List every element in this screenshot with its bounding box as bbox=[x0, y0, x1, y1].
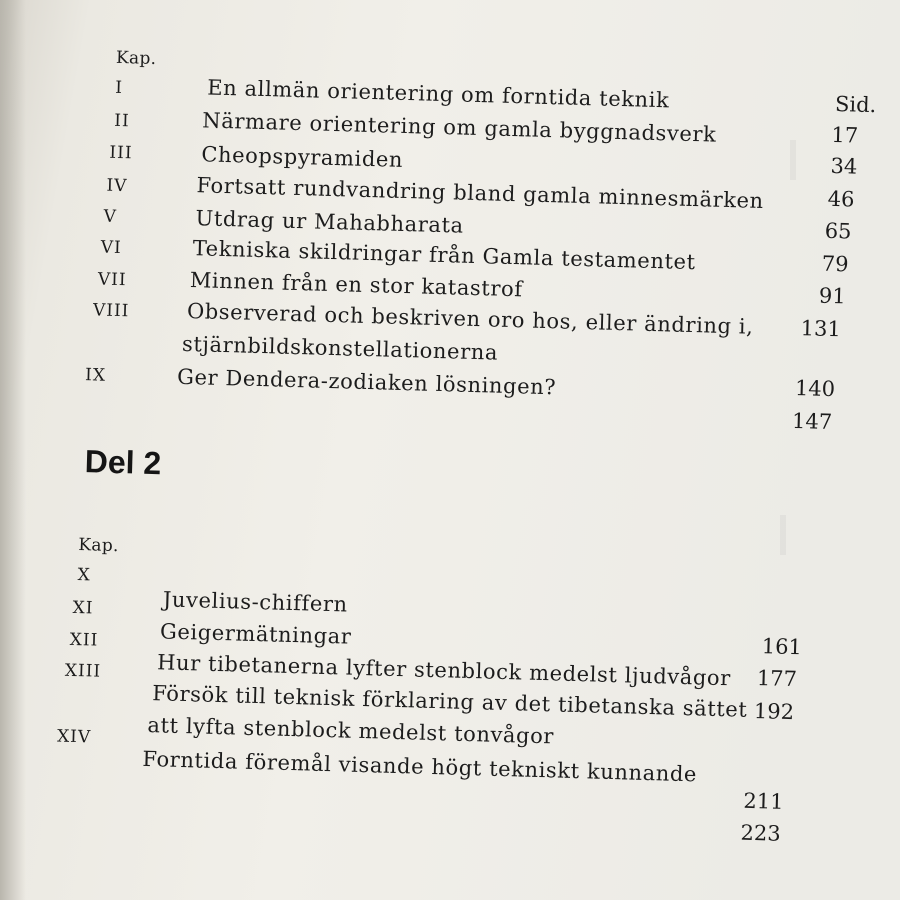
chapter-page: 34 bbox=[830, 153, 858, 179]
chapter-title: Ger Dendera-zodiaken lösningen? bbox=[176, 364, 557, 400]
chapter-number: I bbox=[114, 77, 124, 99]
chapter-title: Tekniska skildringar från Gamla testamentet bbox=[192, 236, 696, 275]
chapter-page: 131 bbox=[800, 316, 842, 342]
chapter-title: Observerad och beskriven oro hos, eller ändring i, bbox=[186, 298, 754, 339]
chapter-number: XI bbox=[72, 597, 94, 619]
chapter-page: 91 bbox=[818, 283, 847, 309]
chapter-title: Hur tibetanerna lyfter stenblock medelst ljudvågor bbox=[156, 650, 732, 691]
chapter-title: Geigermätningar bbox=[159, 619, 352, 649]
chapter-number: XIII bbox=[64, 660, 102, 682]
chapter-number: II bbox=[114, 110, 131, 132]
chapter-page: 17 bbox=[831, 122, 859, 148]
chapter-title: Fortsatt rundvandring bland gamla minnesmärken bbox=[196, 173, 765, 214]
section-heading: Del 2 bbox=[84, 443, 162, 482]
chapter-title: Minnen från en stor katastrof bbox=[189, 268, 523, 302]
kap-header: Kap. bbox=[115, 47, 157, 70]
sid-header: Sid. bbox=[834, 91, 877, 118]
chapter-number: X bbox=[77, 565, 91, 586]
chapter-number: III bbox=[109, 142, 133, 164]
chapter-page: 192 bbox=[753, 698, 795, 725]
chapter-title: Forntida föremål visande högt tekniskt kunnande bbox=[142, 746, 698, 787]
chapter-title: En allmän orientering om forntida teknik bbox=[206, 75, 670, 113]
chapter-number: XIV bbox=[56, 726, 92, 748]
chapter-title: Närmare orientering om gamla byggnadsverk bbox=[202, 108, 717, 147]
chapter-page: 177 bbox=[756, 666, 798, 692]
chapter-number: IX bbox=[84, 365, 107, 386]
chapter-page: 223 bbox=[740, 820, 781, 846]
chapter-page: 147 bbox=[791, 408, 833, 435]
chapter-page: 161 bbox=[761, 634, 803, 660]
chapter-title: Försök till teknisk förklaring av det tibetanska sättet bbox=[151, 681, 748, 722]
chapter-page: 211 bbox=[743, 788, 784, 814]
chapter-number: XII bbox=[69, 629, 99, 651]
kap-header: Kap. bbox=[78, 535, 120, 557]
chapter-title: Juvelius-chiffern bbox=[162, 587, 349, 617]
chapter-title: Cheopspyramiden bbox=[201, 142, 404, 172]
chapter-number: IV bbox=[106, 175, 128, 197]
chapter-page: 79 bbox=[821, 251, 849, 277]
chapter-number: VI bbox=[100, 237, 123, 259]
chapter-title: Utdrag ur Mahabharata bbox=[195, 206, 465, 238]
chapter-page: 140 bbox=[794, 375, 836, 402]
chapter-number: VII bbox=[97, 269, 127, 291]
chapter-number: V bbox=[103, 206, 118, 227]
chapter-page: 65 bbox=[824, 218, 852, 244]
chapter-title-continued: stjärnbildskonstellationerna bbox=[181, 331, 499, 365]
chapter-number: VIII bbox=[92, 300, 130, 322]
chapter-page: 46 bbox=[827, 186, 855, 212]
chapter-title-continued: att lyfta stenblock medelst tonvågor bbox=[147, 713, 555, 749]
